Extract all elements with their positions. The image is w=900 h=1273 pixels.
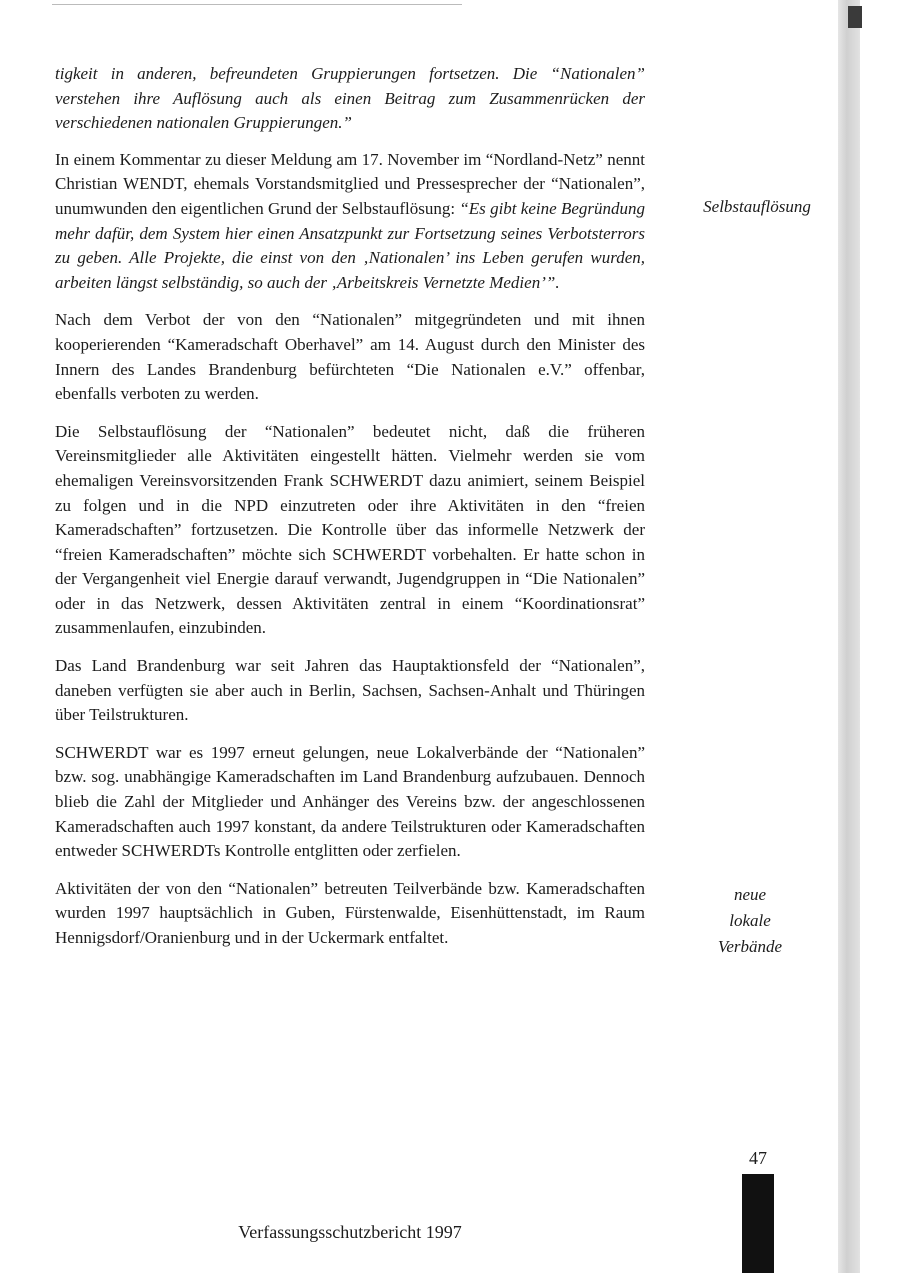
paragraph-verbot: Nach dem Verbot der von den “Nationalen” mitgegründeten und mit ihnen kooperierenden “Kameradschaft Oberhavel” am 14. August durch den Minister des Innern des Landes Brandenburg befürchteten “Die Nationalen e.V.” offenbar, ebenfalls verboten zu werden. xyxy=(55,310,645,404)
margin-note-selbstaufloesung: Selbstauflösung xyxy=(703,197,811,216)
wendt-quote: “Es gibt keine Begründung mehr dafür, dem System hier einen Ansatzpunkt zur Fortsetzung seines Verbotsterrors zu geben. Alle Projekte, die einst von den ‚Nationalen’ ins Leben gerufen wurden, arbeiten längst selbständig, so auch der ‚Arbeitskreis Vernetzte Medien’”. xyxy=(55,198,645,292)
margin-note-neue-lokale-verbaende xyxy=(680,882,820,960)
page-edge-shadow xyxy=(838,0,860,1273)
paragraph-wendt-text: In einem Kommentar zu dieser Meldung am 17. November im “Nordland-Netz” nennt Christian WENDT, ehemals Vorstandsmitglied und Pressesprecher der “Nationalen”, unumwunden den eigentlichen Grund der Selbstauflösung: xyxy=(55,149,645,218)
page-edge-mark xyxy=(848,6,862,28)
main-text-column xyxy=(55,62,645,964)
paragraph-lokalverbaende: SCHWERDT war es 1997 erneut gelungen, neue Lokalverbände der “Nationalen” bzw. sog. unabhängige Kameradschaften im Land Brandenburg aufzubauen. Dennoch blieb die Zahl der Mitglieder und Anhänger des Vereins bzw. der angeschlossenen Kameradschaften auch 1997 konstant, da andere Teilstrukturen oder Kameradschaften entweder SCHWERDTs Kontrolle entglitten oder zerfielen. xyxy=(55,742,645,861)
page-thumb-marker xyxy=(742,1174,774,1273)
margin-note-line: Verbände xyxy=(717,937,783,956)
paragraph-aktivitaeten: Aktivitäten der von den “Nationalen” betreuten Teilverbände bzw. Kameradschaften wurden 1997 hauptsächlich in Guben, Fürstenwalde, Eisenhüttenstadt, im Raum Hennigsdorf/Oranienburg und in der Uckermark entfaltet. xyxy=(55,878,645,947)
paragraph-continued-quote: tigkeit in anderen, befreundeten Gruppierungen fortsetzen. Die “Nationalen” verstehen ihre Auflösung auch als einen Beitrag zum Zusammenrücken der verschiedenen nationalen Gruppierungen.” xyxy=(55,64,645,133)
paragraph-wendt-comment xyxy=(55,148,645,296)
margin-note-line: neue xyxy=(733,885,767,904)
top-rule xyxy=(52,4,462,5)
paragraph-brandenburg: Das Land Brandenburg war seit Jahren das Hauptaktionsfeld der “Nationalen”, daneben verfügten sie aber auch in Berlin, Sachsen, Sachsen-Anhalt und Thüringen über Teilstrukturen. xyxy=(55,656,645,725)
margin-note-line: lokale xyxy=(729,911,771,930)
paragraph-selbstaufloesung: Die Selbstauflösung der “Nationalen” bedeutet nicht, daß die früheren Vereinsmitglieder alle Aktivitäten eingestellt hätten. Vielmehr werden sie vom ehemaligen Vereinsvorsitzenden Frank SCHWERDT dazu animiert, seinem Beispiel zu folgen und in die NPD einzutreten oder ihre Aktivitäten in den “freien Kameradschaften” fortzusetzen. Die Kontrolle über das informelle Netzwerk der “freien Kameradschaften” möchte sich SCHWERDT vorbehalten. Er hatte schon in der Vergangenheit viel Energie darauf verwandt, Jugendgruppen in “Die Nationalen” oder in das Netzwerk, dessen Aktivitäten zentral in einem “Koordinationsrat” zusammenlaufen, einzubinden. xyxy=(55,421,645,638)
page-number: 47 xyxy=(749,1148,767,1168)
page-footer: Verfassungsschutzbericht 1997 xyxy=(238,1222,462,1242)
